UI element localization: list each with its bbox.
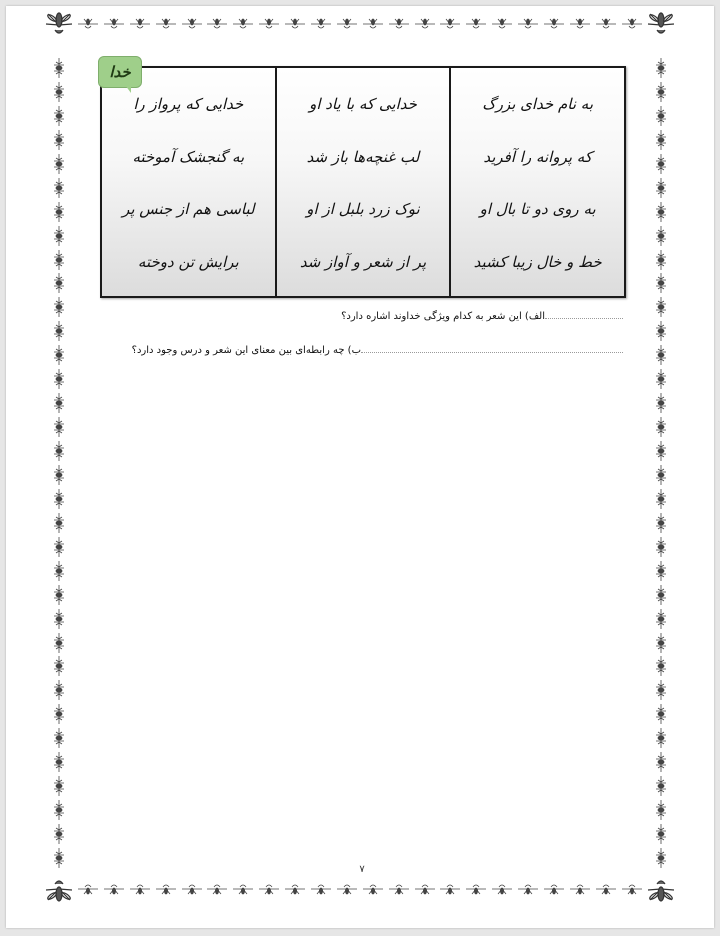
floral-ornament-icon — [52, 824, 66, 844]
floral-ornament-icon — [654, 250, 668, 270]
floral-ornament-icon — [52, 728, 66, 748]
floral-ornament-icon — [654, 609, 668, 629]
poem-line: لباسی هم از جنس پر — [122, 200, 255, 219]
floral-ornament-icon — [207, 17, 227, 31]
floral-ornament-icon — [654, 106, 668, 126]
floral-ornament-icon — [363, 882, 383, 896]
floral-ornament-icon — [52, 417, 66, 437]
floral-ornament-icon — [285, 882, 305, 896]
floral-ornament-icon — [654, 489, 668, 509]
floral-ornament-icon — [233, 17, 253, 31]
floral-ornament-icon — [654, 393, 668, 413]
floral-ornament-icon — [52, 561, 66, 581]
floral-ornament-icon — [337, 882, 357, 896]
floral-ornament-icon — [52, 513, 66, 533]
floral-ornament-icon — [654, 441, 668, 461]
floral-ornament-icon — [654, 728, 668, 748]
floral-ornament-icon — [415, 17, 435, 31]
floral-ornament-icon — [52, 393, 66, 413]
floral-ornament-icon — [654, 321, 668, 341]
floral-ornament-icon — [52, 345, 66, 365]
floral-ornament-icon — [440, 882, 460, 896]
floral-corner-icon — [646, 10, 676, 40]
floral-ornament-icon — [654, 800, 668, 820]
floral-ornament-icon — [622, 882, 642, 896]
floral-ornament-icon — [52, 800, 66, 820]
floral-ornament-icon — [52, 704, 66, 724]
floral-ornament-icon — [654, 513, 668, 533]
floral-ornament-icon — [52, 106, 66, 126]
floral-ornament-icon — [52, 609, 66, 629]
floral-ornament-icon — [52, 656, 66, 676]
poem-line: به روی دو تا بال او — [479, 200, 596, 219]
floral-ornament-icon — [52, 489, 66, 509]
floral-ornament-icon — [52, 680, 66, 700]
floral-ornament-icon — [654, 273, 668, 293]
floral-ornament-icon — [544, 882, 564, 896]
floral-ornament-icon — [654, 633, 668, 653]
floral-ornament-icon — [518, 882, 538, 896]
floral-ornament-icon — [52, 82, 66, 102]
floral-ornament-icon — [654, 585, 668, 605]
floral-corner-icon — [44, 10, 74, 40]
question-text: الف) این شعر به کدام ویژگی خداوند اشاره دارد؟ — [341, 311, 545, 322]
floral-corner-icon — [646, 874, 676, 904]
floral-ornament-icon — [52, 752, 66, 772]
poem-line: پر از شعر و آواز شد — [299, 252, 427, 271]
floral-ornament-icon — [156, 17, 176, 31]
floral-ornament-icon — [654, 345, 668, 365]
floral-ornament-icon — [259, 882, 279, 896]
floral-ornament-icon — [52, 369, 66, 389]
floral-ornament-icon — [389, 882, 409, 896]
poem-line: که پروانه را آفرید — [483, 147, 592, 166]
floral-ornament-icon — [182, 17, 202, 31]
top-border — [78, 15, 642, 33]
floral-ornament-icon — [52, 441, 66, 461]
floral-ornament-icon — [654, 297, 668, 317]
poem-line: خدایی که پرواز را — [133, 95, 244, 114]
poem-table — [100, 66, 626, 298]
floral-ornament-icon — [544, 17, 564, 31]
floral-ornament-icon — [52, 848, 66, 868]
bottom-border — [78, 880, 642, 898]
floral-ornament-icon — [654, 154, 668, 174]
question-text: ب) چه رابطه‌ای بین معنای این شعر و درس وجود دارد؟ — [131, 345, 361, 356]
poem-line: به نام خدای بزرگ — [482, 95, 594, 114]
floral-ornament-icon — [654, 465, 668, 485]
badge-label: خدا — [109, 63, 131, 81]
floral-ornament-icon — [492, 17, 512, 31]
floral-ornament-icon — [156, 882, 176, 896]
floral-ornament-icon — [104, 882, 124, 896]
floral-ornament-icon — [337, 17, 357, 31]
floral-ornament-icon — [52, 178, 66, 198]
floral-ornament-icon — [570, 17, 590, 31]
poem-line: خدایی که با یاد او — [309, 95, 417, 114]
floral-ornament-icon — [518, 17, 538, 31]
floral-ornament-icon — [570, 882, 590, 896]
question-alef — [341, 311, 627, 322]
floral-ornament-icon — [654, 824, 668, 844]
floral-ornament-icon — [622, 17, 642, 31]
page-number: ۷ — [359, 864, 365, 875]
floral-ornament-icon — [130, 17, 150, 31]
floral-ornament-icon — [654, 58, 668, 78]
poem-column-2 — [277, 68, 452, 296]
left-border — [50, 58, 68, 868]
floral-ornament-icon — [654, 848, 668, 868]
poem-line: نوک زرد بلبل از او — [306, 200, 420, 219]
floral-ornament-icon — [492, 882, 512, 896]
floral-ornament-icon — [596, 882, 616, 896]
floral-ornament-icon — [52, 585, 66, 605]
floral-ornament-icon — [654, 178, 668, 198]
floral-ornament-icon — [654, 202, 668, 222]
floral-ornament-icon — [363, 17, 383, 31]
floral-ornament-icon — [78, 17, 98, 31]
floral-ornament-icon — [52, 202, 66, 222]
floral-ornament-icon — [52, 465, 66, 485]
floral-ornament-icon — [440, 17, 460, 31]
floral-ornament-icon — [233, 882, 253, 896]
floral-ornament-icon — [52, 58, 66, 78]
poem-line: به گنجشک آموخته — [132, 147, 245, 166]
answer-line[interactable] — [361, 352, 623, 353]
floral-ornament-icon — [52, 226, 66, 246]
floral-ornament-icon — [596, 17, 616, 31]
floral-ornament-icon — [654, 561, 668, 581]
floral-corner-icon — [44, 874, 74, 904]
floral-ornament-icon — [52, 250, 66, 270]
floral-ornament-icon — [654, 226, 668, 246]
floral-ornament-icon — [654, 680, 668, 700]
floral-ornament-icon — [654, 752, 668, 772]
right-border — [652, 58, 670, 868]
floral-ornament-icon — [52, 273, 66, 293]
floral-ornament-icon — [654, 776, 668, 796]
floral-ornament-icon — [654, 369, 668, 389]
floral-ornament-icon — [466, 882, 486, 896]
floral-ornament-icon — [52, 321, 66, 341]
floral-ornament-icon — [52, 633, 66, 653]
floral-ornament-icon — [654, 537, 668, 557]
floral-ornament-icon — [654, 704, 668, 724]
floral-ornament-icon — [654, 417, 668, 437]
floral-ornament-icon — [311, 17, 331, 31]
poem-line: لب غنچه‌ها باز شد — [306, 147, 420, 166]
floral-ornament-icon — [259, 17, 279, 31]
topic-badge — [98, 56, 142, 88]
floral-ornament-icon — [52, 297, 66, 317]
question-be — [132, 345, 627, 356]
floral-ornament-icon — [52, 776, 66, 796]
floral-ornament-icon — [654, 656, 668, 676]
floral-ornament-icon — [654, 130, 668, 150]
floral-ornament-icon — [52, 130, 66, 150]
poem-column-3 — [102, 68, 277, 296]
answer-line[interactable] — [545, 318, 623, 319]
floral-ornament-icon — [389, 17, 409, 31]
floral-ornament-icon — [207, 882, 227, 896]
floral-ornament-icon — [130, 882, 150, 896]
floral-ornament-icon — [654, 82, 668, 102]
poem-line: خط و خال زیبا کشید — [473, 252, 602, 271]
floral-ornament-icon — [104, 17, 124, 31]
floral-ornament-icon — [78, 882, 98, 896]
floral-ornament-icon — [415, 882, 435, 896]
floral-ornament-icon — [311, 882, 331, 896]
poem-column-1 — [451, 68, 624, 296]
poem-line: برایش تن دوخته — [137, 252, 239, 271]
floral-ornament-icon — [52, 537, 66, 557]
floral-ornament-icon — [466, 17, 486, 31]
floral-ornament-icon — [285, 17, 305, 31]
floral-ornament-icon — [182, 882, 202, 896]
floral-ornament-icon — [52, 154, 66, 174]
